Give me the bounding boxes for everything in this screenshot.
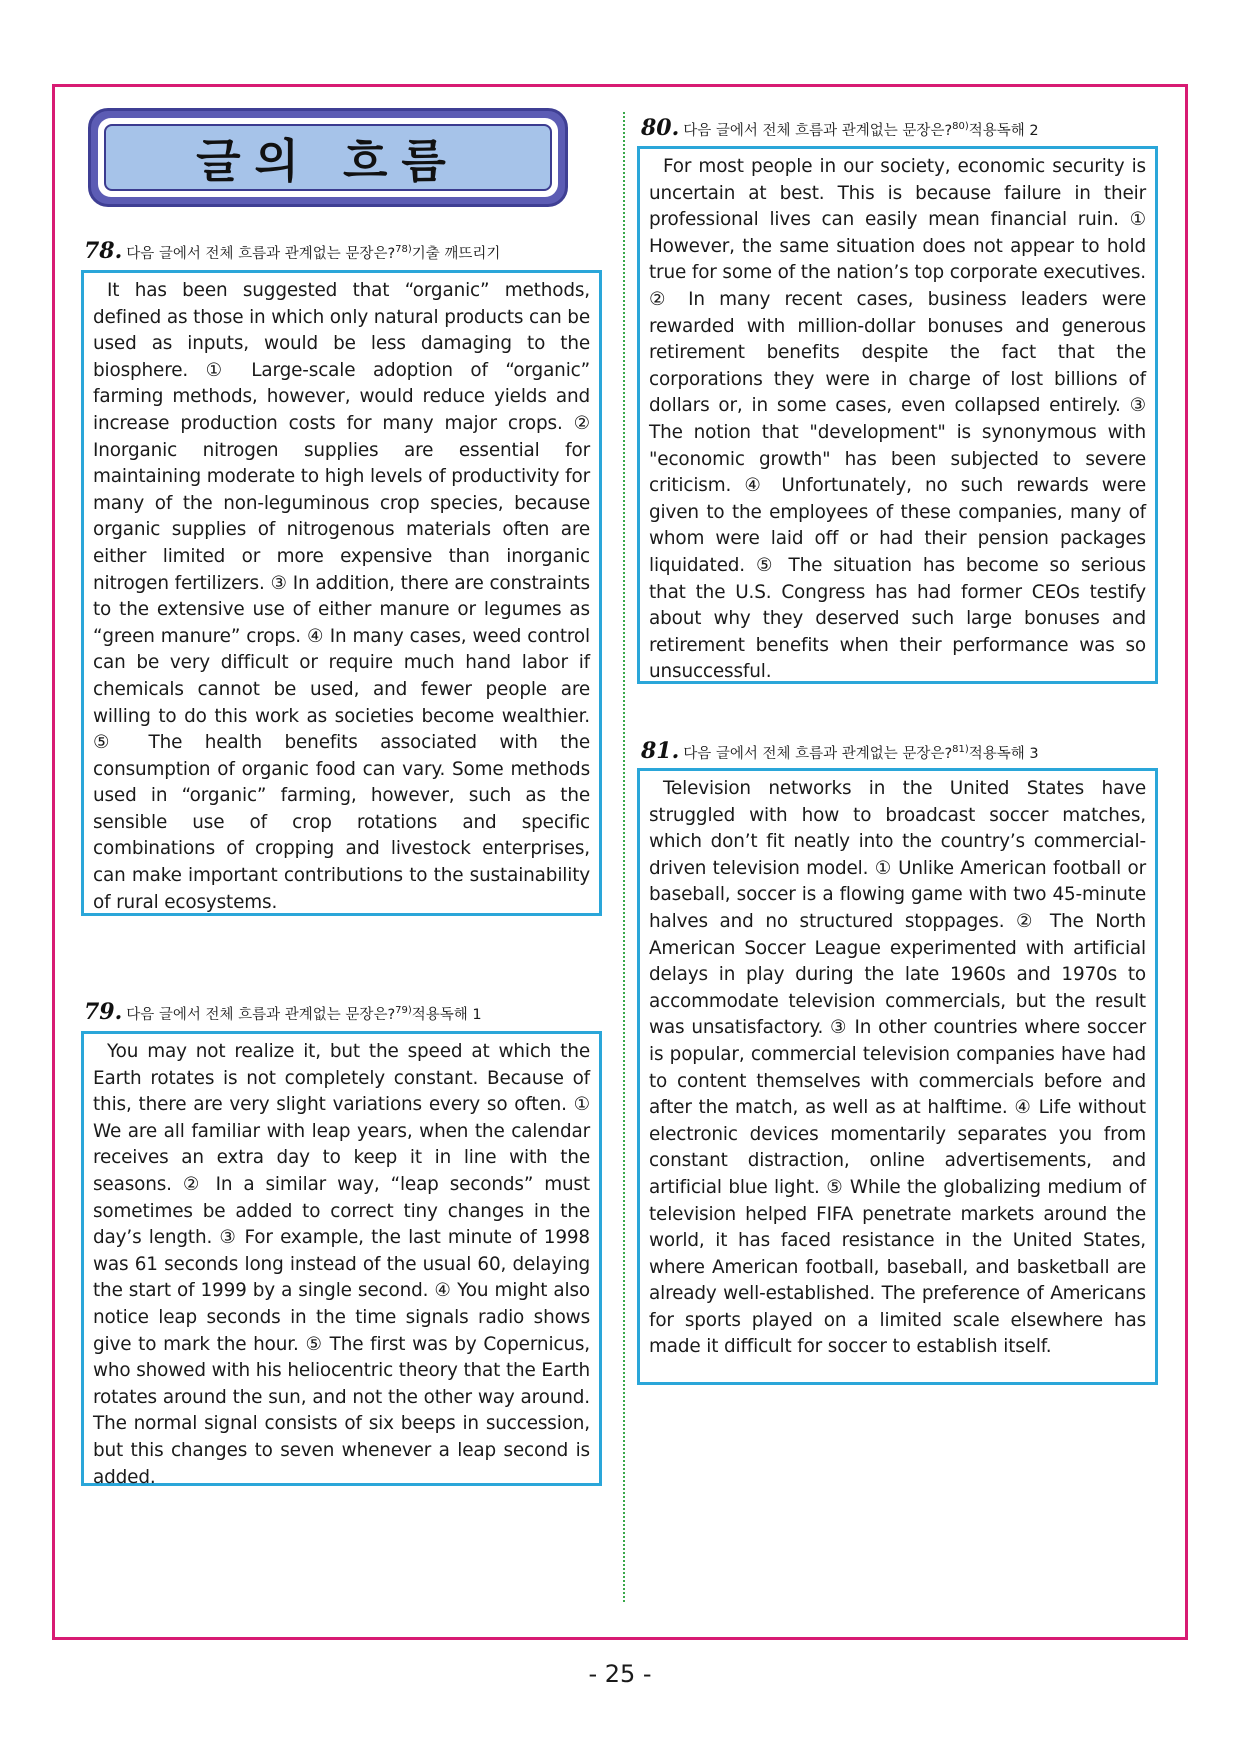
question-prompt: 다음 글에서 전체 흐름과 관계없는 문장은? xyxy=(126,1007,396,1023)
question-78-header xyxy=(84,238,500,264)
question-79-passage: You may not realize it, but the speed at which the Earth rotates is not completely constant. Because of this, there are very slight variations every so often. ① We are all familiar with leap years, when the calendar receives an extra day to keep it in line with the seasons. ② In a similar way, “leap seconds” must sometimes be added to correct tiny changes in the day’s length. ③ For example, the last minute of 1998 was 61 seconds long instead of the usual 60, delaying the start of 1999 by a single second. ④ You might also notice leap seconds in the time signals radio shows give to mark the hour. ⑤ The first was by Copernicus, who showed with his heliocentric theory that the Earth rotates around the sun, and not the other way around. The normal signal consists of six beeps in succession, but this changes to seven whenever a leap second is added. xyxy=(93,1041,590,1488)
footnote-ref: 78) xyxy=(395,244,412,256)
question-prompt: 다음 글에서 전체 흐름과 관계없는 문장은? xyxy=(683,123,953,139)
footnote-ref: 80) xyxy=(952,121,969,133)
question-source: 적용독해 2 xyxy=(968,123,1039,139)
question-80-passage-box xyxy=(637,146,1158,684)
question-79-passage-box xyxy=(81,1031,602,1486)
footnote-ref: 79) xyxy=(395,1005,412,1017)
page-number: - 25 - xyxy=(588,1660,652,1688)
question-source: 적용독해 3 xyxy=(968,746,1039,762)
question-number: 78. xyxy=(84,238,123,264)
question-78-passage-box xyxy=(81,270,602,916)
question-80-passage: For most people in our society, economic security is uncertain at best. This is because failure in their professional lives can easily mean financial ruin. ① However, the same situation does not appear to hold true for some of the nation’s top corporate executives. ② In many recent cases, business leaders were rewarded with million-dollar bonuses and generous retirement benefits despite the fact that the corporations they were in charge of lost billions of dollars or, in some cases, even collapsed entirely. ③ The notion that "development" is synonymous with "economic growth" has been subjected to severe criticism. ④ Unfortunately, no such rewards were given to the employees of these companies, many of whom were laid off or had their pension packages liquidated. ⑤ The situation has become so serious that the U.S. Congress has had former CEOs testify about why they deserved such large bonuses and retirement benefits when their performance was so unsuccessful. xyxy=(649,156,1146,683)
question-80-header xyxy=(641,115,1039,141)
footnote-ref: 81) xyxy=(952,744,969,756)
section-title: 글의 흐름 xyxy=(196,133,460,188)
question-source: 적용독해 1 xyxy=(411,1007,482,1023)
question-81-passage-box xyxy=(637,768,1158,1385)
question-number: 79. xyxy=(84,999,123,1025)
question-source: 기출 깨뜨리기 xyxy=(411,246,501,262)
question-number: 80. xyxy=(641,115,680,141)
question-81-passage: Television networks in the United States have struggled with how to broadcast soccer matches, which don’t fit neatly into the country’s commercial-driven television model. ① Unlike American football or baseball, soccer is a flowing game with two 45-minute halves and no structured stoppages. ② The North American Soccer League experimented with artificial delays in play during the late 1960s and 1970s to accommodate television commercials, but the result was unsatisfactory. ③ In other countries where soccer is popular, commercial television companies have had to content themselves with commercials before and after the match, as well as at halftime. ④ Life without electronic devices momentarily separates you from constant distraction, online advertisements, and artificial blue light. ⑤ While the globalizing medium of television helped FIFA penetrate markets around the world, it has faced resistance in the United States, where American football, baseball, and basketball are already well-established. The preference of Americans for sports played on a limited scale elsewhere has made it difficult for soccer to establish itself. xyxy=(649,778,1146,1358)
column-divider xyxy=(623,112,625,1602)
section-title-banner xyxy=(88,108,568,207)
question-prompt: 다음 글에서 전체 흐름과 관계없는 문장은? xyxy=(683,746,953,762)
question-81-header xyxy=(641,738,1039,764)
question-79-header xyxy=(84,999,482,1025)
question-prompt: 다음 글에서 전체 흐름과 관계없는 문장은? xyxy=(126,246,396,262)
question-78-passage: It has been suggested that “organic” methods, defined as those in which only natural products can be used as inputs, would be less damaging to the biosphere. ① Large-scale adoption of “organic” farming methods, however, would reduce yields and increase production costs for many major crops. ② Inorganic nitrogen supplies are essential for maintaining moderate to high levels of productivity for many of the non-leguminous crop species, because organic supplies of nitrogenous materials often are either limited or more expensive than inorganic nitrogen fertilizers. ③ In addition, there are constraints to the extensive use of either manure or legumes as “green manure” crops. ④ In many cases, weed control can be very difficult or require much hand labor if chemicals cannot be used, and fewer people are willing to do this work as societies become wealthier. ⑤ The health benefits associated with the consumption of organic food can vary. Some methods used in “organic” farming, however, such as the sensible use of crop rotations and specific combinations of cropping and livestock enterprises, can make important contributions to the sustainability of rural ecosystems. xyxy=(93,280,590,913)
question-number: 81. xyxy=(641,738,680,764)
